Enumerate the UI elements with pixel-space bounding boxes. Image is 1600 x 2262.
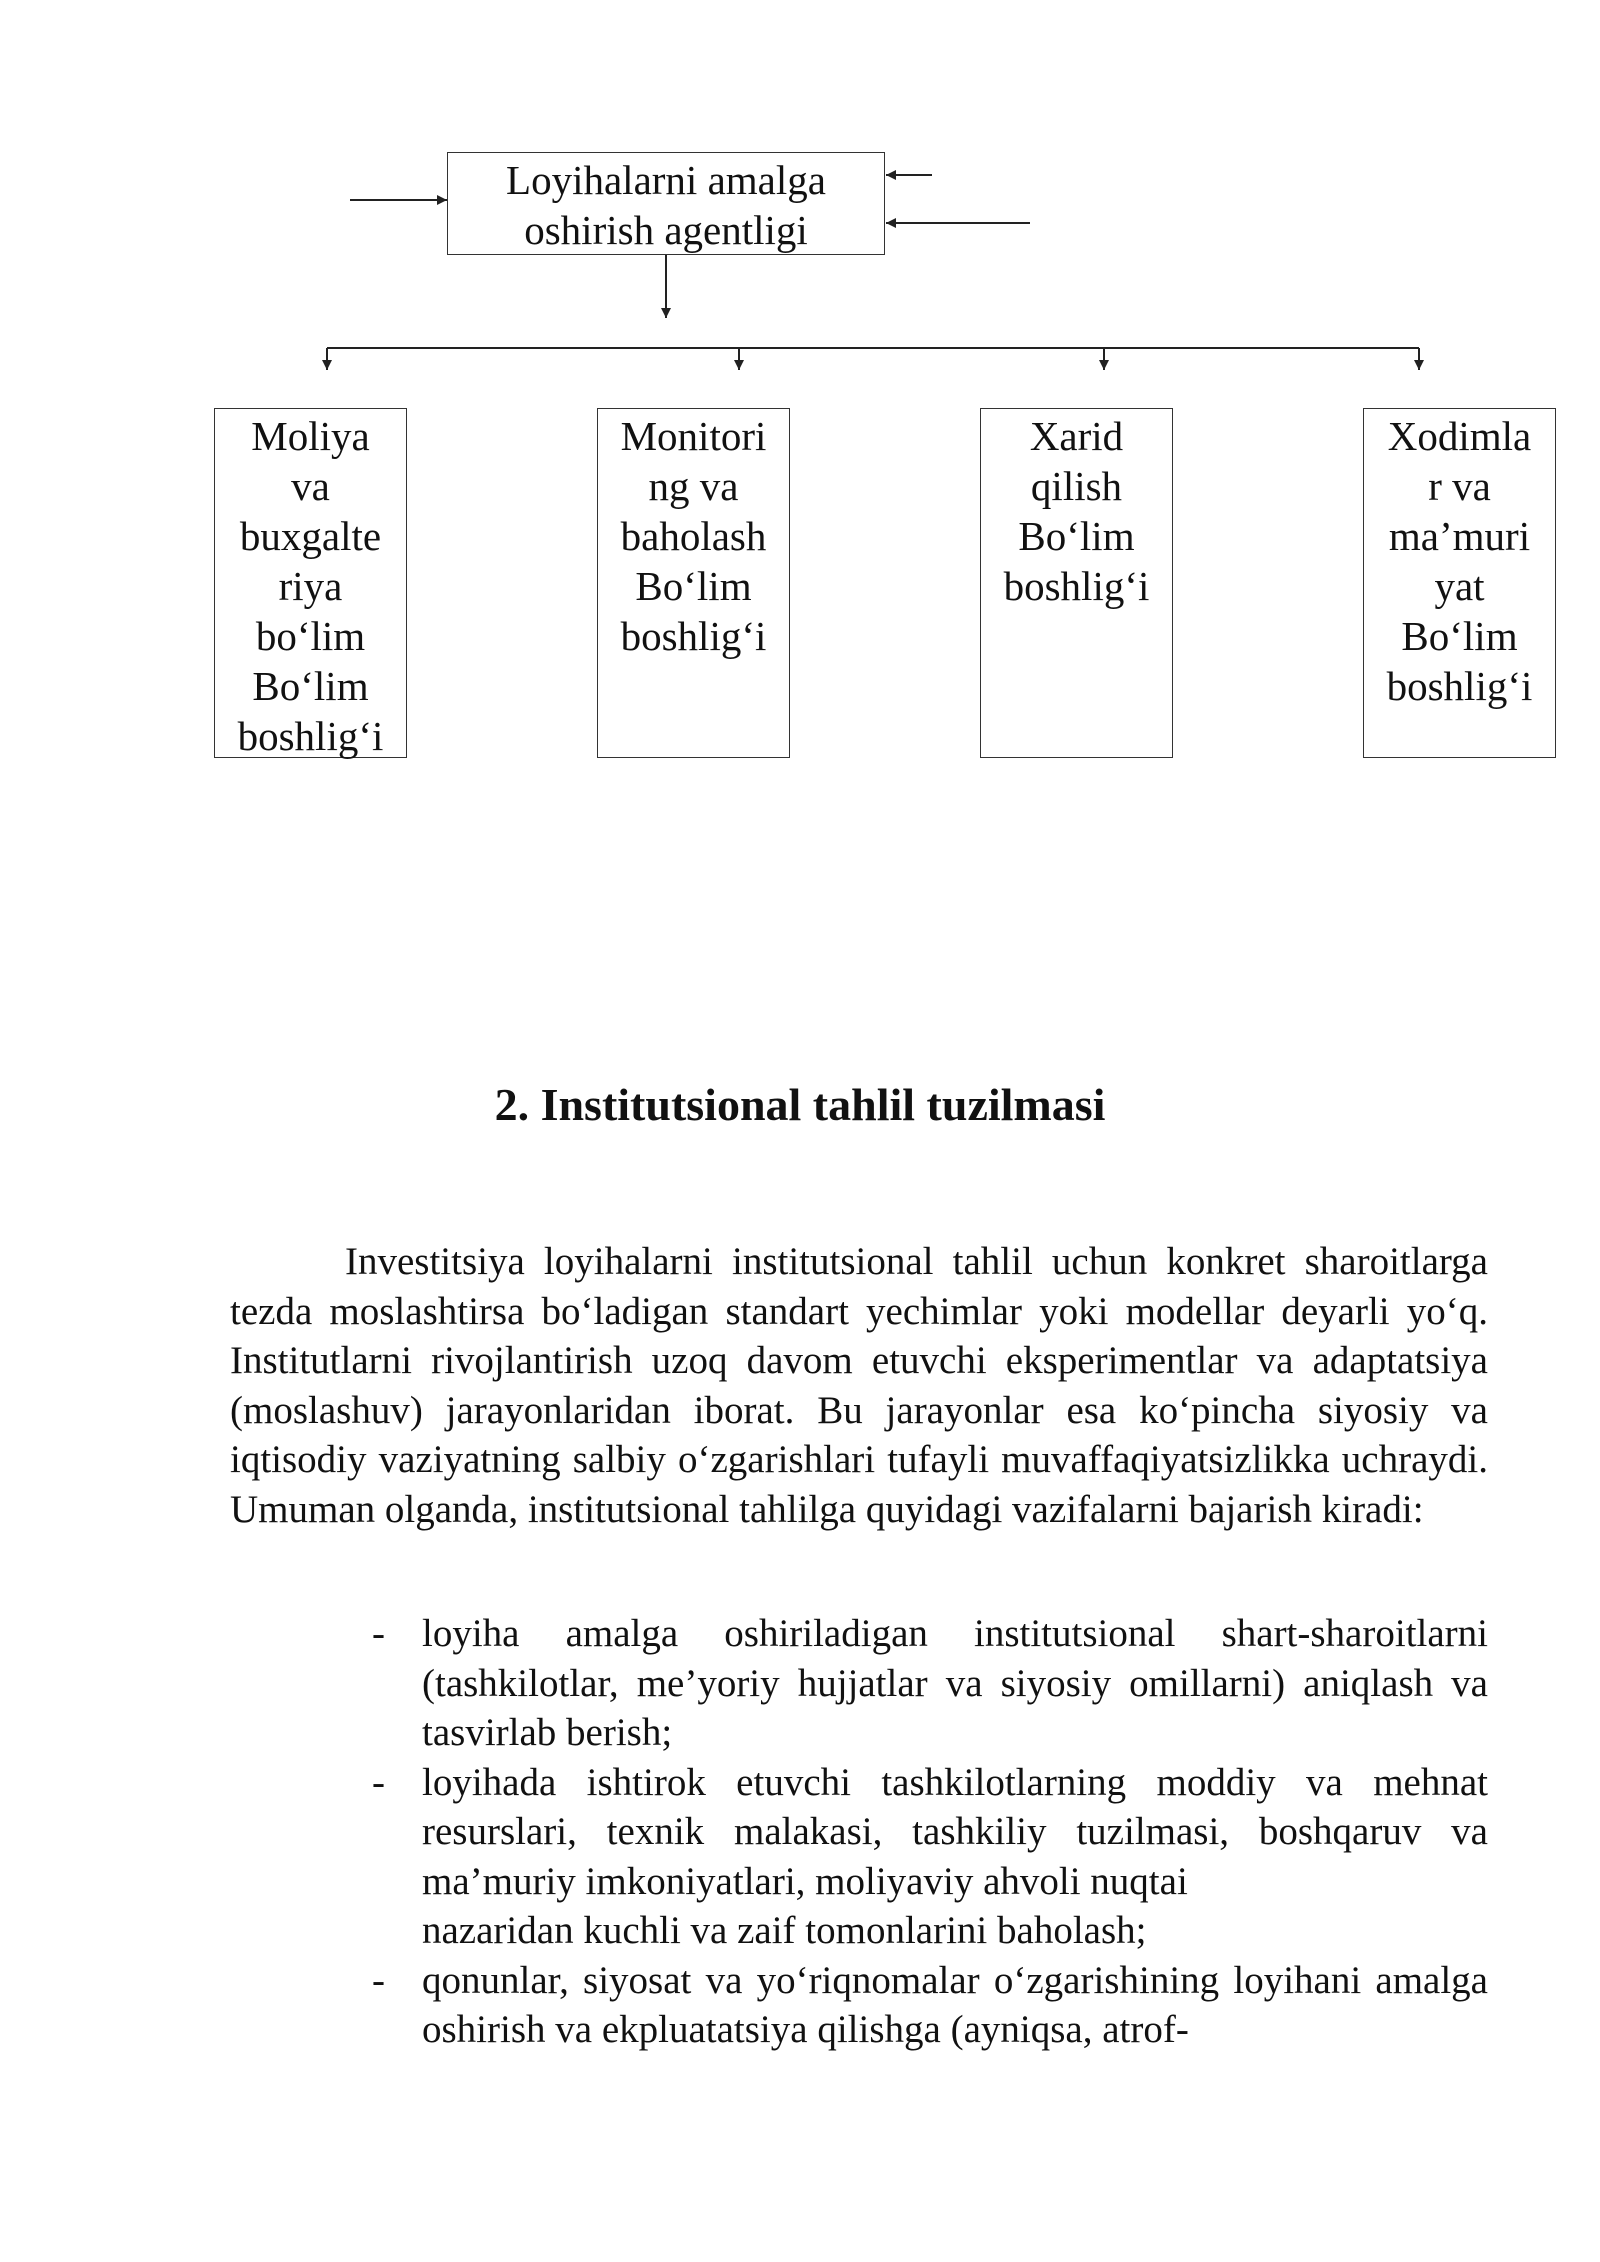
list-dash: - [372, 1760, 385, 1804]
box-line: bo‘lim [255, 613, 366, 659]
list-item-text: qonunlar, siyosat va yo‘riqnomalar o‘zgarishining loyihani amalga oshirish va ekpluatatsiya qilishga (ayniqsa, atrof- [422, 1958, 1488, 2051]
finance-department-box [214, 408, 407, 758]
box-line: boshlig‘i [1003, 563, 1150, 609]
box-line: boshlig‘i [237, 713, 384, 759]
list-item-text: nazaridan kuchli va zaif tomonlarini baholash; [422, 1909, 1147, 1952]
box-line: yat [1434, 563, 1485, 609]
box-line: Xodimla [1387, 413, 1532, 459]
box-line: Bo‘lim [1018, 513, 1135, 559]
procurement-department-box [980, 408, 1173, 758]
box-line: ma’muri [1388, 513, 1531, 559]
box-line: r va [1428, 463, 1491, 509]
body-paragraph: Investitsiya loyihalarni institutsional tahlil uchun konkret sharoitlarga tezda moslashtirsa bo‘ladigan standart yechimlar yoki modellar deyarli yo‘q. Institutlarni rivojlantirish uzoq davom etuvchi eksperimentlar va adaptatsiya (moslashuv) jarayonlaridan iborat. Bu jarayonlar esa ko‘pincha siyosiy va iqtisodiy vaziyatning salbiy o‘zgarishlari tufayli muvaffaqiyatsizlikka uchraydi. Umuman olganda, institutsional tahlilga quyidagi vazifalarni bajarish kiradi: [230, 1240, 1488, 1531]
agency-box-line: oshirish agentligi [524, 207, 808, 253]
list-item-text: loyiha amalga oshiriladigan institutsional shart-sharoitlarni (tashkilotlar, me’yoriy hujjatlar va siyosiy omillarni) aniqlash va tasvirlab berish; [422, 1612, 1488, 1754]
box-line: ng va [648, 463, 739, 509]
monitoring-department-box [597, 408, 790, 758]
box-line: Bo‘lim [1401, 613, 1518, 659]
list-dash: - [372, 1958, 385, 2002]
box-line: qilish [1030, 463, 1123, 509]
section-heading: 2. Institutsional tahlil tuzilmasi [494, 1079, 1106, 1130]
agency-box-line: Loyihalarni amalga [506, 157, 826, 203]
staff-admin-department-box [1363, 408, 1556, 758]
box-line: Bo‘lim [252, 663, 369, 709]
box-line: va [291, 463, 330, 509]
agency-box [447, 152, 885, 255]
box-line: baholash [620, 513, 767, 559]
box-line: boshlig‘i [1386, 663, 1533, 709]
box-line: boshlig‘i [620, 613, 767, 659]
box-line: riya [278, 563, 343, 609]
box-line: Xarid [1029, 413, 1124, 459]
box-line: Bo‘lim [635, 563, 752, 609]
task-list [372, 1609, 1488, 2055]
list-item [372, 1956, 1488, 2055]
box-line: Monitori [620, 413, 767, 459]
list-item [372, 1609, 1488, 1758]
list-dash: - [372, 1612, 385, 1655]
box-line: Moliya [251, 413, 370, 459]
list-item-text: loyihada ishtirok etuvchi tashkilotlarning moddiy va mehnat resurslari, texnik malakasi, tashkiliy tuzilmasi, boshqaruv va ma’muriy imkoniyatlari, moliyaviy ahvoli nuqtai [422, 1760, 1488, 1903]
list-item [372, 1758, 1488, 1956]
box-line: buxgalte [239, 513, 382, 559]
